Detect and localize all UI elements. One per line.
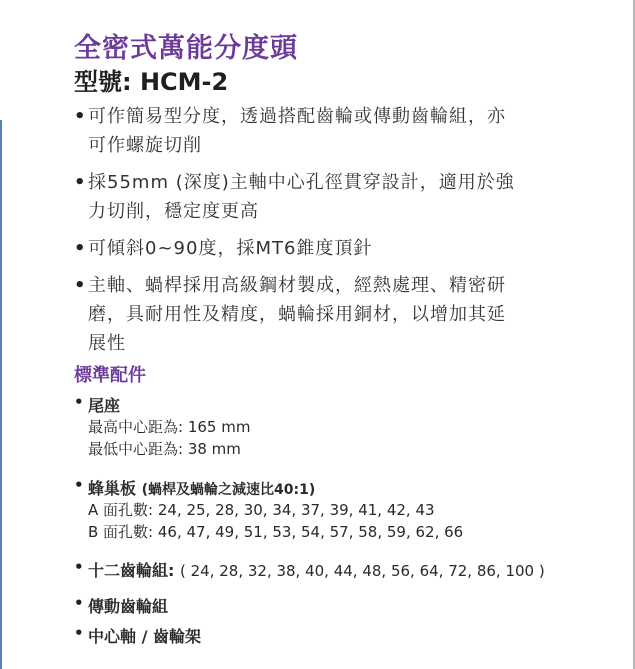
accessory-index-plate	[74, 476, 463, 543]
feature-item-2	[74, 168, 574, 226]
bullet: •	[74, 238, 87, 259]
feature-item-4	[74, 271, 574, 358]
feature-text-line: 力切削，穩定度更高	[88, 201, 259, 222]
accessory-gear-set	[74, 558, 545, 581]
bullet: •	[74, 106, 87, 127]
feature-text-line: 主軸、蝸桿採用高級鋼材製成，經熱處理、精密研	[88, 275, 506, 296]
feature-text-line: 採55mm (深度)主軸中心孔徑貫穿設計，適用於強	[88, 172, 515, 193]
page-title: 全密式萬能分度頭	[74, 33, 298, 64]
feature-text-line: 展性	[88, 333, 126, 354]
feature-text-line: 可作螺旋切削	[88, 135, 202, 156]
bullet: •	[74, 393, 84, 411]
feature-text-line: 可傾斜0~90度，採MT6錐度頂針	[88, 238, 373, 259]
accessory-label: 傳動齒輪組	[88, 597, 169, 616]
model-number: 型號: HCM-2	[74, 68, 229, 96]
accessory-label: 尾座	[88, 396, 121, 415]
accessory-center-shaft	[74, 624, 201, 647]
feature-item-3	[74, 234, 574, 263]
plate-side-a: A 面孔數: 24, 25, 28, 30, 34, 37, 39, 41, 42, 43	[88, 501, 435, 519]
accessory-label: 中心軸 / 齒輪架	[88, 627, 201, 646]
bullet: •	[74, 275, 87, 296]
accessory-transmission-gears	[74, 594, 168, 617]
feature-list	[74, 102, 574, 366]
accessory-label-row	[88, 558, 545, 581]
bullet: •	[74, 476, 84, 494]
feature-text-line: 可作簡易型分度，透過搭配齒輪或傳動齒輪組，亦	[88, 106, 506, 127]
bullet: •	[74, 172, 87, 193]
accessory-label-row	[88, 476, 463, 499]
feature-text-line: 磨，具耐用性及精度，蝸輪採用銅材，以增加其延	[88, 304, 506, 325]
accessory-label: 十二齒輪組:	[88, 561, 175, 580]
feature-item-1	[74, 102, 574, 160]
tailstock-max-center: 最高中心距為: 165 mm	[88, 418, 251, 436]
section-title-accessories: 標準配件	[74, 365, 146, 386]
plate-side-b: B 面孔數: 46, 47, 49, 51, 53, 54, 57, 58, 59, 62, 66	[88, 523, 464, 541]
accessory-tailstock	[74, 393, 250, 460]
left-border	[0, 120, 2, 669]
bullet: •	[74, 594, 84, 612]
accessory-note: (蝸桿及蝸輪之減速比40:1)	[141, 482, 316, 498]
gear-tooth-counts: ( 24, 28, 32, 38, 40, 44, 48, 56, 64, 72, 86, 100 )	[179, 562, 545, 580]
accessory-label: 蜂巢板	[88, 479, 137, 498]
bullet: •	[74, 558, 84, 576]
tailstock-min-center: 最低中心距為: 38 mm	[88, 440, 241, 458]
bullet: •	[74, 624, 84, 642]
